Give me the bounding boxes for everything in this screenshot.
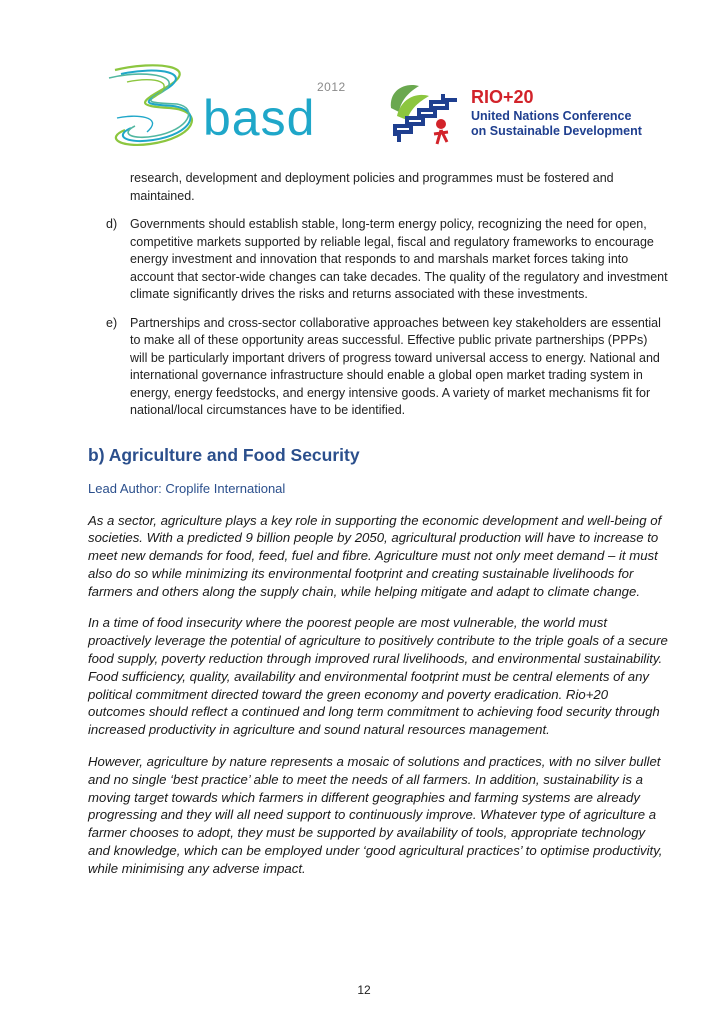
basd-wordmark: basd — [203, 90, 316, 146]
list-item-letter: d) — [106, 217, 118, 231]
lead-author: Lead Author: Croplife International — [88, 480, 286, 496]
rio20-title: RIO+20 — [471, 87, 534, 107]
rio20-logo — [385, 78, 645, 148]
basd-logo — [95, 58, 365, 153]
body-paragraph: However, agriculture by nature represents a mosaic of solutions and practices, with no silver bullet and no single ‘best practice’ able to meet the needs of all farmers. In addition, sustainability is a moving target towards which farmers in different geographies and farming systems are already progressing and they will all need support to continuously improve. Whatever type of agriculture a farmer chooses to adopt, they must be supported by availability of tools, appropriate technology and knowledge, which can be employed under ‘good agricultural practices’ to optimise productivity, while minimising any adverse impact. — [88, 754, 663, 876]
rio20-subtitle — [471, 109, 642, 138]
continuation-paragraph: research, development and deployment policies and programmes must be fostered and maintained. — [130, 171, 614, 203]
list-item-text: Governments should establish stable, long-term energy policy, recognizing the need for open, competitive markets supported by reliable legal, fiscal and regulatory frameworks to encourage energy investment and innovation that responds to and marshals market forces taking into account that sector-wide changes can take decades. The quality of the regulatory and investment climate significantly drives the risks and returns associated with these investments. — [130, 217, 668, 301]
section-heading: b) Agriculture and Food Security — [88, 444, 360, 465]
body-paragraph: In a time of food insecurity where the poorest people are most vulnerable, the world must proactively leverage the potential of agriculture to positively contribute to the triple goals of a secure food supply, poverty reduction through improved rural livelihoods, and environmental sustainability. Food sufficiency, quality, availability and environmental footprint must be central elements of any political commitment directed toward the green economy and poverty eradication. Rio+20 outcomes should reflect a continued and long term commitment to achieving food security through increased productivity in agriculture and sound natural resources management. — [88, 615, 668, 738]
list-item-letter: e) — [106, 315, 118, 330]
page-number: 12 — [357, 983, 371, 997]
basd-swirl-icon — [95, 58, 215, 153]
rio20-emblem-icon — [385, 78, 465, 148]
page-header — [0, 0, 728, 160]
rio20-subtitle-line: United Nations Conference — [471, 109, 632, 123]
page-content — [88, 170, 668, 878]
basd-year: 2012 — [317, 80, 346, 94]
body-paragraph: As a sector, agriculture plays a key role in supporting the economic development and well-being of societies. With a predicted 9 billion people by 2050, agricultural production will have to increase to meet new demands for food, feed, fuel and fibre. Agriculture must not only meet demand – it must also do so while minimizing its environmental footprint and creating sustainable livelihoods for farmers and others along the supply chain, while helping mitigate and adapt to climate change. — [88, 512, 662, 599]
list-item — [88, 315, 668, 420]
list-item — [88, 216, 668, 304]
rio20-subtitle-line: on Sustainable Development — [471, 123, 642, 138]
list-item-text: Partnerships and cross-sector collaborative approaches between key stakeholders are essential to make all of these opportunity areas successful. Effective public private partnerships (PPPs) will be particularly important drivers of progress toward universal access to energy. National and international governance infrastructure should enable a global open market trading system in energy, energy feedstocks, and energy intensive goods. A variety of market mechanisms fit for national/local circumstances have to be identified. — [130, 315, 661, 417]
